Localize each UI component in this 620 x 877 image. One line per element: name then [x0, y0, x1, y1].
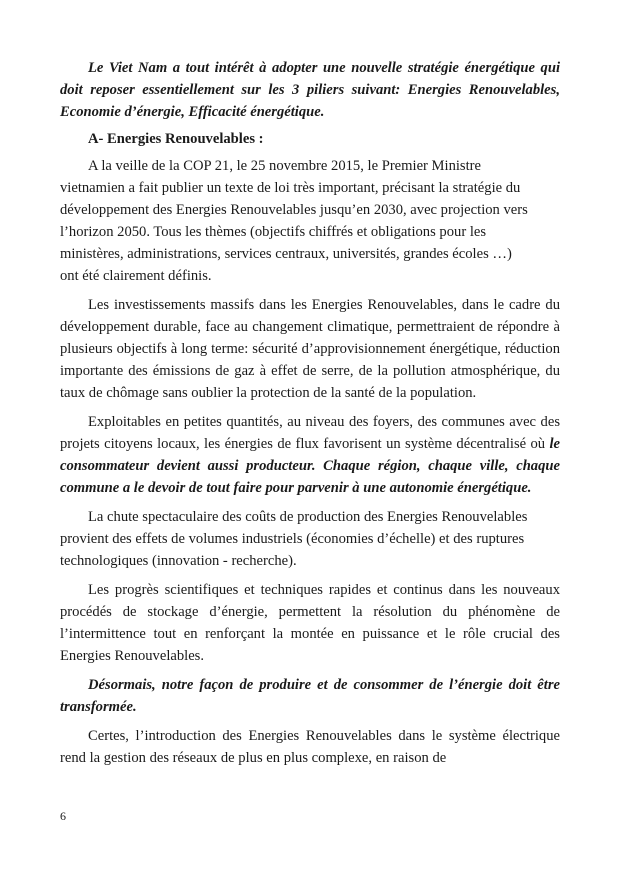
paragraph-line: l’horizon 2050. Tous les thèmes (objectifs chiffrés et obligations pour les	[60, 224, 487, 240]
document-page	[60, 57, 560, 776]
paragraph-grid: Certes, l’introduction des Energies Renouvelables dans le système électrique rend la gestion des réseaux de plus en plus complexe, en raison de	[60, 728, 560, 766]
paragraph-investments: Les investissements massifs dans les Energies Renouvelables, dans le cadre du développement durable, face au changement climatique, permettraient de répondre à plusieurs objectifs à long terme: sécurité d’approvisionnement énergétique, réduction importante des émissions de gaz à effet de serre, de la pollution atmosphérique, du taux de chômage sans oublier la protection de la santé de la population.	[60, 297, 560, 401]
paragraph-costs	[60, 506, 560, 572]
paragraph-line: La chute spectaculaire des coûts de production des Energies Renouvelables	[88, 509, 528, 525]
page-number: 6	[60, 809, 66, 823]
paragraph-line: développement des Energies Renouvelables jusqu’en 2030, avec projection vers	[60, 202, 528, 218]
paragraph-line: A la veille de la COP 21, le 25 novembre 2015, le Premier Ministre	[88, 158, 482, 174]
intro-paragraph: Le Viet Nam a tout intérêt à adopter une nouvelle stratégie énergétique qui doit reposer essentiellement sur les 3 piliers suivant: Energies Renouvelables, Economie d’énergie, Efficacité énergétique.	[60, 60, 560, 120]
paragraph-storage: Les progrès scientifiques et techniques rapides et continus dans les nouveaux procédés de stockage d’énergie, permettent la résolution du phénomène de l’intermittence tout en renforçant la montée en puissance et le rôle crucial des Energies Renouvelables.	[60, 582, 560, 664]
paragraph-transformation: Désormais, notre façon de produire et de consommer de l’énergie doit être transformée.	[60, 677, 560, 715]
paragraph-line: provient des effets de volumes industriels (économies d’échelle) et des ruptures	[60, 531, 525, 547]
section-heading: A- Energies Renouvelables :	[88, 131, 264, 147]
paragraph-line: ont été clairement définis.	[60, 268, 212, 284]
paragraph-line: technologiques (innovation - recherche).	[60, 553, 297, 569]
paragraph-emphasis: le consommateur devient aussi producteur. Chaque région, chaque ville, chaque commune a le devoir de tout faire pour parvenir à une autonomie énergétique.	[60, 436, 560, 496]
paragraph-text: Exploitables en petites quantités, au niveau des foyers, des communes avec des projets citoyens locaux, les énergies de flux favorisent un système décentralisé où	[60, 414, 560, 452]
paragraph-decentralized	[60, 411, 560, 499]
paragraph-cop21	[60, 155, 560, 287]
paragraph-line: ministères, administrations, services centraux, universités, grandes écoles …)	[60, 246, 512, 262]
paragraph-line: vietnamien a fait publier un texte de loi très important, précisant la stratégie du	[60, 180, 521, 196]
